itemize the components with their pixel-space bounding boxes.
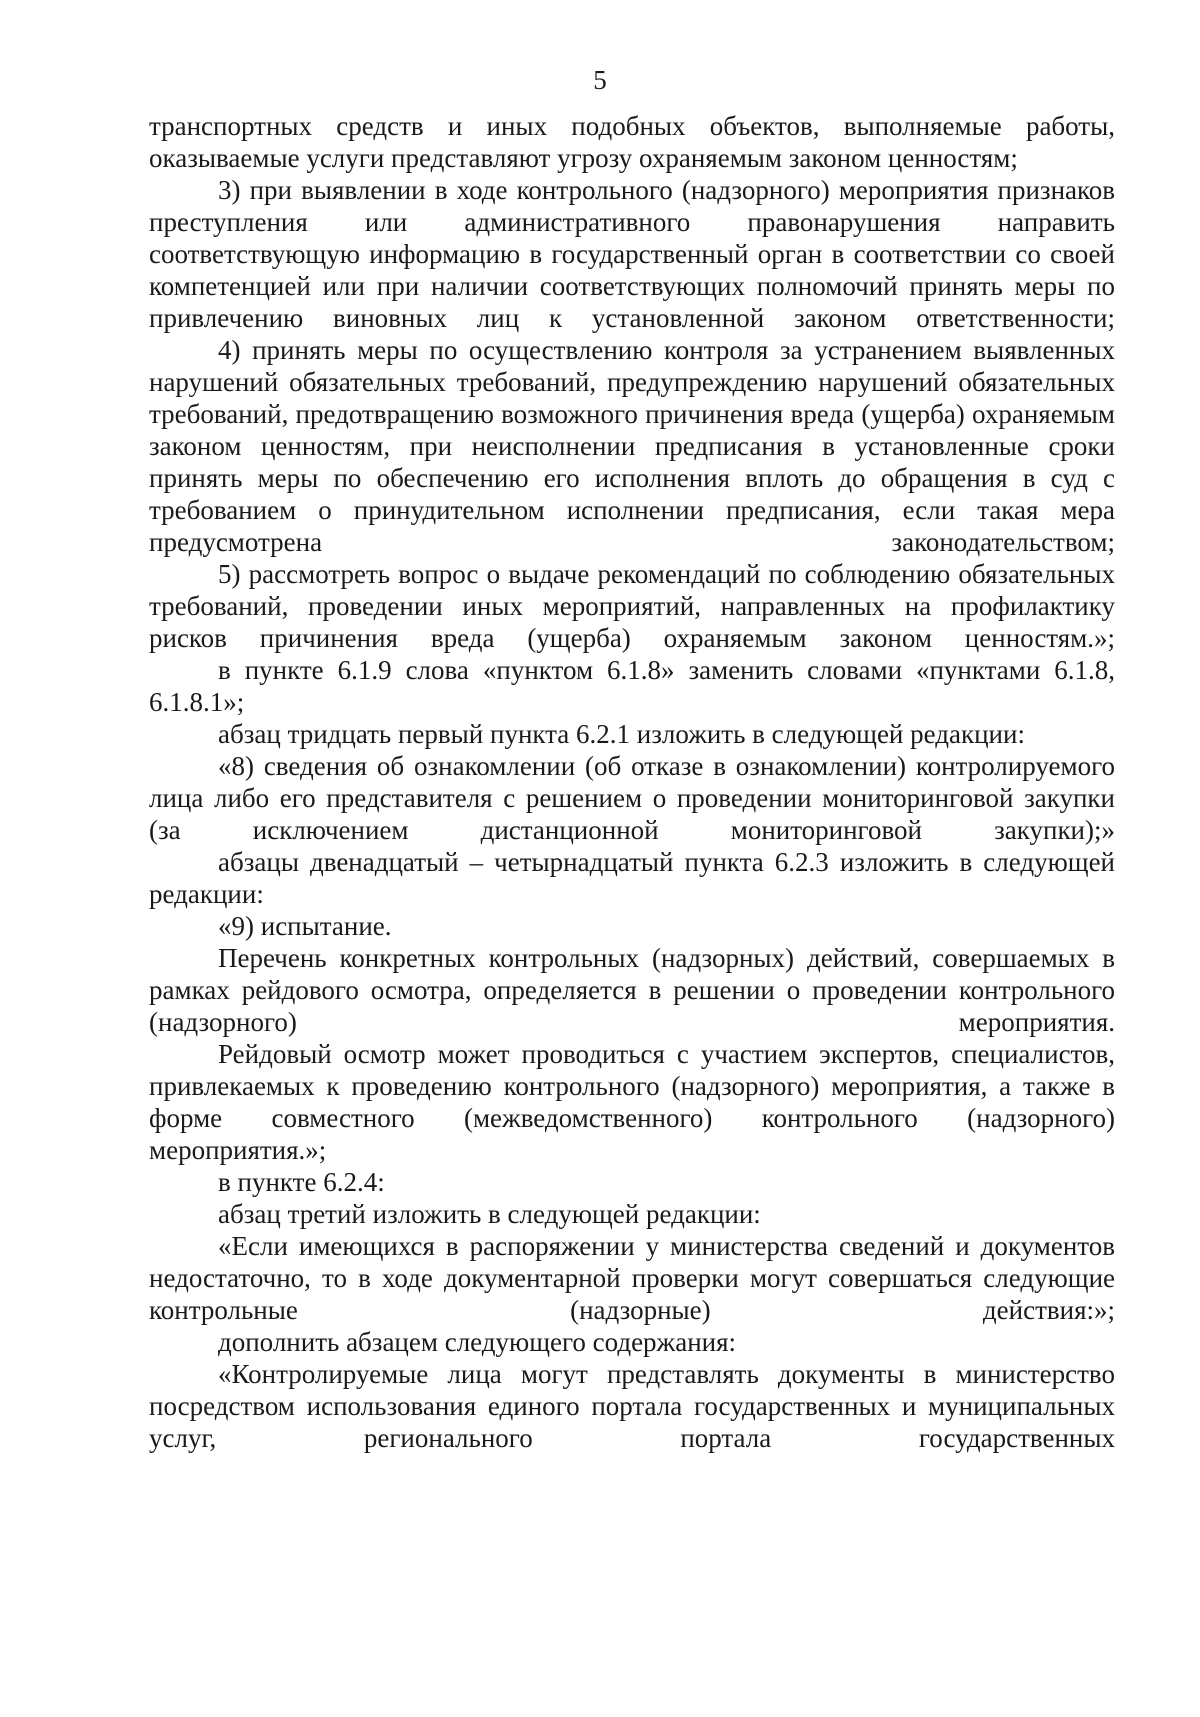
paragraph: Рейдовый осмотр может проводиться с участием экспертов, специалистов, привлекаемых к проведению контрольного (надзорного) мероприятия, а также в форме совместного (межведомственного) контрольного (надзорного) мероприятия.»; [149, 1039, 1115, 1165]
paragraph: дополнить абзацем следующего содержания: [218, 1327, 737, 1357]
paragraph: «9) испытание. [218, 911, 392, 941]
paragraph: в пункте 6.2.4: [218, 1167, 385, 1197]
paragraph: «Контролируемые лица могут представлять документы в министерство посредством использования единого портала государственных и муниципальных услуг, регионального портала государственных [149, 1359, 1115, 1453]
paragraph: 5) рассмотреть вопрос о выдаче рекомендаций по соблюдению обязательных требований, проведении иных мероприятий, направленных на профилактику рисков причинения вреда (ущерба) охраняемым законом ценностям.»; [149, 559, 1115, 653]
paragraph: абзацы двенадцатый – четырнадцатый пункта 6.2.3 изложить в следующей редакции: [149, 847, 1115, 909]
paragraph: 3) при выявлении в ходе контрольного (надзорного) мероприятия признаков преступления или административного правонарушения направить соответствующую информацию в государственный орган в соответствии со своей компетенцией или при наличии соответствующих полномочий принять меры по привлечению виновных лиц к установленной законом ответственности; [149, 175, 1115, 333]
paragraph: «8) сведения об ознакомлении (об отказе в ознакомлении) контролируемого лица либо его представителя с решением о проведении мониторинговой закупки (за исключением дистанционной мониторинговой закупки);» [149, 751, 1115, 845]
paragraph: «Если имеющихся в распоряжении у министерства сведений и документов недостаточно, то в ходе документарной проверки могут совершаться следующие контрольные (надзорные) действия:»; [149, 1231, 1115, 1325]
paragraph: транспортных средств и иных подобных объектов, выполняемые работы, оказываемые услуги представляют угрозу охраняемым законом ценностям; [149, 111, 1115, 173]
paragraph: абзац тридцать первый пункта 6.2.1 изложить в следующей редакции: [218, 719, 1025, 749]
document-body [149, 110, 1115, 1454]
paragraph: Перечень конкретных контрольных (надзорных) действий, совершаемых в рамках рейдового осмотра, определяется в решении о проведении контрольного (надзорного) мероприятия. [149, 943, 1115, 1037]
paragraph: в пункте 6.1.9 слова «пунктом 6.1.8» заменить словами «пунктами 6.1.8, 6.1.8.1»; [149, 655, 1115, 717]
paragraph: 4) принять меры по осуществлению контроля за устранением выявленных нарушений обязательных требований, предупреждению нарушений обязательных требований, предотвращению возможного причинения вреда (ущерба) охраняемым законом ценностям, при неисполнении предписания в установленные сроки принять меры по обеспечению его исполнения вплоть до обращения в суд с требованием о принудительном исполнении предписания, если такая мера предусмотрена законодательством; [149, 335, 1115, 557]
paragraph: абзац третий изложить в следующей редакции: [218, 1199, 761, 1229]
page-number: 5 [593, 65, 607, 95]
